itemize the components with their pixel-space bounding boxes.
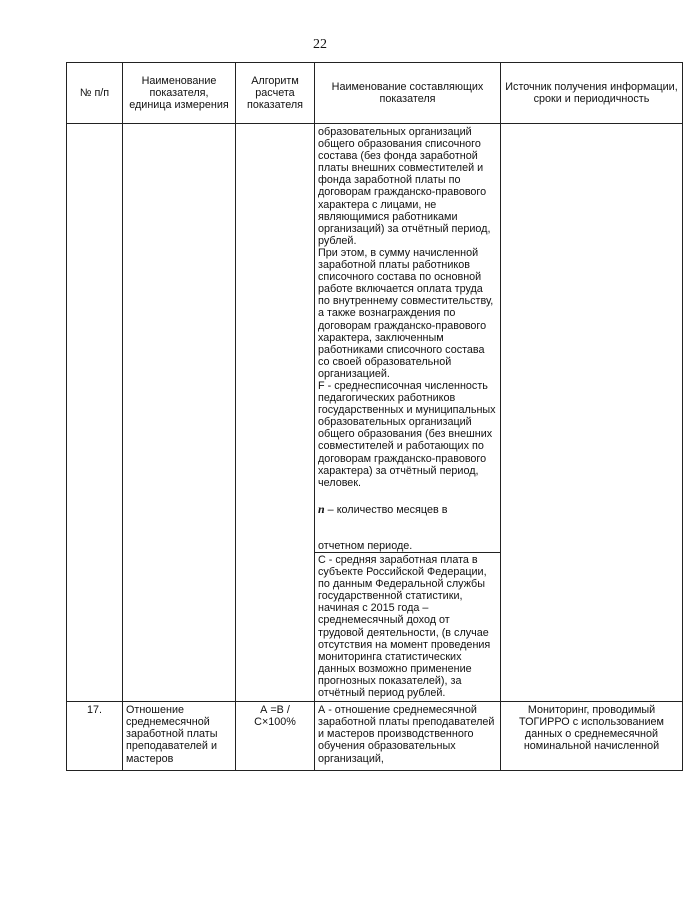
- header-algorithm: Алгоритм расчета показателя: [236, 63, 315, 124]
- component-text-2: При этом, в сумму начисленной заработной платы работников списочного состава по основной работе включается оплата труда по внутреннему совместительству, а также вознаграждения по договорам гражданско-правового характера, заключенным работниками списочного состава со своей образовательной организацией.: [318, 246, 494, 380]
- component-text-c: С - средняя заработная плата в субъекте Российской Федерации, по данным Федеральной службы государственной статистики, начиная с 2015 года – среднемесячный доход от трудовой деятельности, (в случае отсутствия на момент проведения мониторинга статистических данных возможно применение прогнозных показателей), за отчётный период рублей.: [318, 554, 491, 700]
- cell-name-empty: [123, 124, 236, 702]
- cell-source-empty: [501, 124, 683, 702]
- row17-indicator-name: Отношение среднемесячной заработной платы преподавателей и мастеров: [123, 702, 236, 771]
- table-header-row: [67, 63, 683, 124]
- table-row-17: [67, 702, 683, 771]
- header-indicator-name: Наименование показателя, единица измерения: [123, 63, 236, 124]
- component-text-1: образовательных организаций общего образования списочного состава (без фонда заработной платы внешних совместителей и фонда заработной платы по договорам гражданско-правового характера с лицами, не являющимися работниками организаций) за отчётный период, рублей.: [318, 126, 491, 247]
- component-text-f: F - среднесписочная численность педагогических работников государственных и муниципальных образовательных организаций общего образования (без внешних совместителей и работающих по договорам гражданско-правового характера) за отчётный период, человек.: [318, 379, 496, 489]
- indicators-table: [66, 62, 683, 771]
- cell-number-empty: [67, 124, 123, 702]
- component-text-n: [318, 503, 497, 516]
- header-components: Наименование составляющих показателя: [315, 63, 501, 124]
- row17-source: Мониторинг, проводимый ТОГИРРО с использованием данных о среднемесячной номинальной начисленной: [501, 702, 683, 771]
- inner-divider: [315, 552, 500, 553]
- row17-number: 17.: [67, 702, 123, 771]
- n-description: – количество месяцев в: [324, 503, 448, 516]
- cell-algorithm-empty: [236, 124, 315, 702]
- header-number: № п/п: [67, 63, 123, 124]
- header-source: Источник получения информации, сроки и периодичность: [501, 63, 683, 124]
- cell-components-continued: [315, 124, 501, 702]
- row17-components: А - отношение среднемесячной заработной платы преподавателей и мастеров производственного обучения образовательных организаций,: [315, 702, 501, 771]
- row17-algorithm: А =В / С×100%: [236, 702, 315, 771]
- table-row-continuation: [67, 124, 683, 702]
- n-symbol: n: [318, 501, 325, 516]
- page-number: 22: [313, 37, 327, 52]
- component-text-n-2: отчетном периоде.: [318, 539, 413, 552]
